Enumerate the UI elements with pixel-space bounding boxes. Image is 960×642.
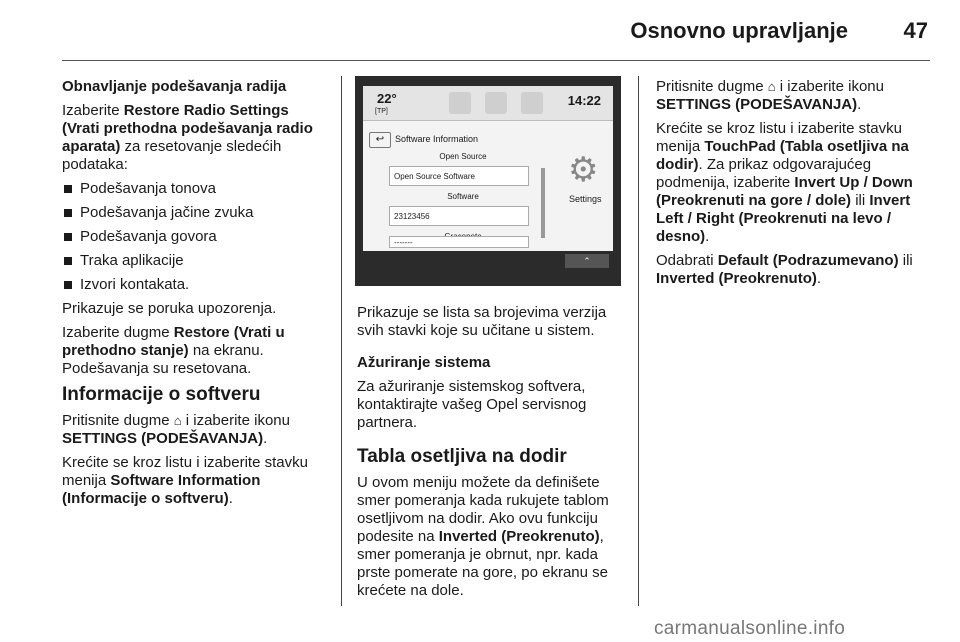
section-heading: Tabla osetljiva na dodir	[357, 446, 567, 467]
gear-icon: ⚙	[568, 151, 599, 189]
paragraph: Pritisnite dugme ⌂ i izaberite ikonu SETTINGS (PODEŠAVANJA).	[656, 78, 884, 113]
column-divider	[638, 76, 639, 606]
column-2	[357, 304, 623, 606]
running-header-title: Osnovno upravljanje	[630, 18, 848, 43]
home-icon: ⌂	[767, 79, 776, 94]
bullet-item: Izvori kontakata.	[62, 276, 328, 294]
bullet-item: Traka aplikacije	[62, 252, 328, 270]
bullet-item: Podešavanja jačine zvuka	[62, 204, 328, 222]
paragraph: Izaberite dugme Restore (Vrati u prethodno stanje) na ekranu. Podešavanja su resetovana.	[62, 324, 285, 377]
infotainment-screen-illustration	[355, 76, 621, 286]
home-icon: ⌂	[173, 413, 182, 428]
column-divider	[341, 76, 342, 606]
list-item: 23123456	[389, 206, 529, 226]
list-item: Open Source Software	[389, 166, 529, 186]
tp-indicator: [TP]	[375, 108, 388, 115]
chevron-up-icon: ⌃	[565, 254, 609, 268]
apps-icon	[521, 92, 543, 114]
paragraph: Pritisnite dugme ⌂ i izaberite ikonu SETTINGS (PODEŠAVANJA).	[62, 412, 290, 447]
paragraph: Prikazuje se lista sa brojevima verzija svih stavki koje su učitane u sistem.	[357, 304, 607, 339]
screen-title: Software Information	[395, 134, 479, 144]
section-label: Software	[447, 192, 479, 201]
list-item: -------	[389, 236, 529, 248]
phone-icon	[485, 92, 507, 114]
watermark: carmanualsonline.info	[654, 618, 846, 639]
temperature: 22°	[377, 91, 397, 106]
back-icon: ↩	[369, 132, 391, 148]
bullet-item: Podešavanja tonova	[62, 180, 328, 198]
column-1	[62, 78, 328, 514]
paragraph: U ovom meniju možete da definišete smer pomeranja kada rukujete tablom osetljivom na dodir. Ako ovu funkciju podesite na Inverted (Preokrenuto), smer pomeranja je obrnut, npr. kada prste pomerate na gore, po ekranu se krećete na dole.	[357, 474, 609, 599]
section-heading: Informacije o softveru	[62, 384, 261, 405]
paragraph: Prikazuje se poruka upozorenja.	[62, 300, 277, 317]
header-rule	[62, 60, 930, 61]
paragraph: Izaberite Restore Radio Settings (Vrati prethodna podešavanja radio aparata) za resetovanje sledećih podataka:	[62, 102, 313, 173]
section-label: Open Source	[439, 152, 487, 161]
paragraph: Krećite se kroz listu i izaberite stavku menija TouchPad (Tabla osetljiva na dodir). Za prikaz odgovarajućeg podmenija, izaberite Invert Up / Down (Preokrenuti na gore / dole) ili Invert Left / Right (Preokrenuti na levo / desno).	[656, 120, 913, 245]
subheading: Ažuriranje sistema	[357, 354, 491, 371]
music-icon	[449, 92, 471, 114]
clock: 14:22	[567, 93, 601, 108]
paragraph: Odabrati Default (Podrazumevano) ili Inverted (Preokrenuto).	[656, 252, 913, 287]
subheading: Obnavljanje podešavanja radija	[62, 78, 287, 95]
status-bar	[363, 86, 613, 121]
page-number: 47	[903, 18, 928, 43]
settings-label: Settings	[569, 194, 602, 204]
scrollbar	[541, 168, 545, 238]
paragraph: Za ažuriranje sistemskog softvera, kontaktirajte vašeg Opel servisnog partnera.	[357, 378, 587, 431]
column-3	[656, 78, 928, 294]
paragraph: Krećite se kroz listu i izaberite stavku menija Software Information (Informacije o softveru).	[62, 454, 308, 507]
bullet-item: Podešavanja govora	[62, 228, 328, 246]
